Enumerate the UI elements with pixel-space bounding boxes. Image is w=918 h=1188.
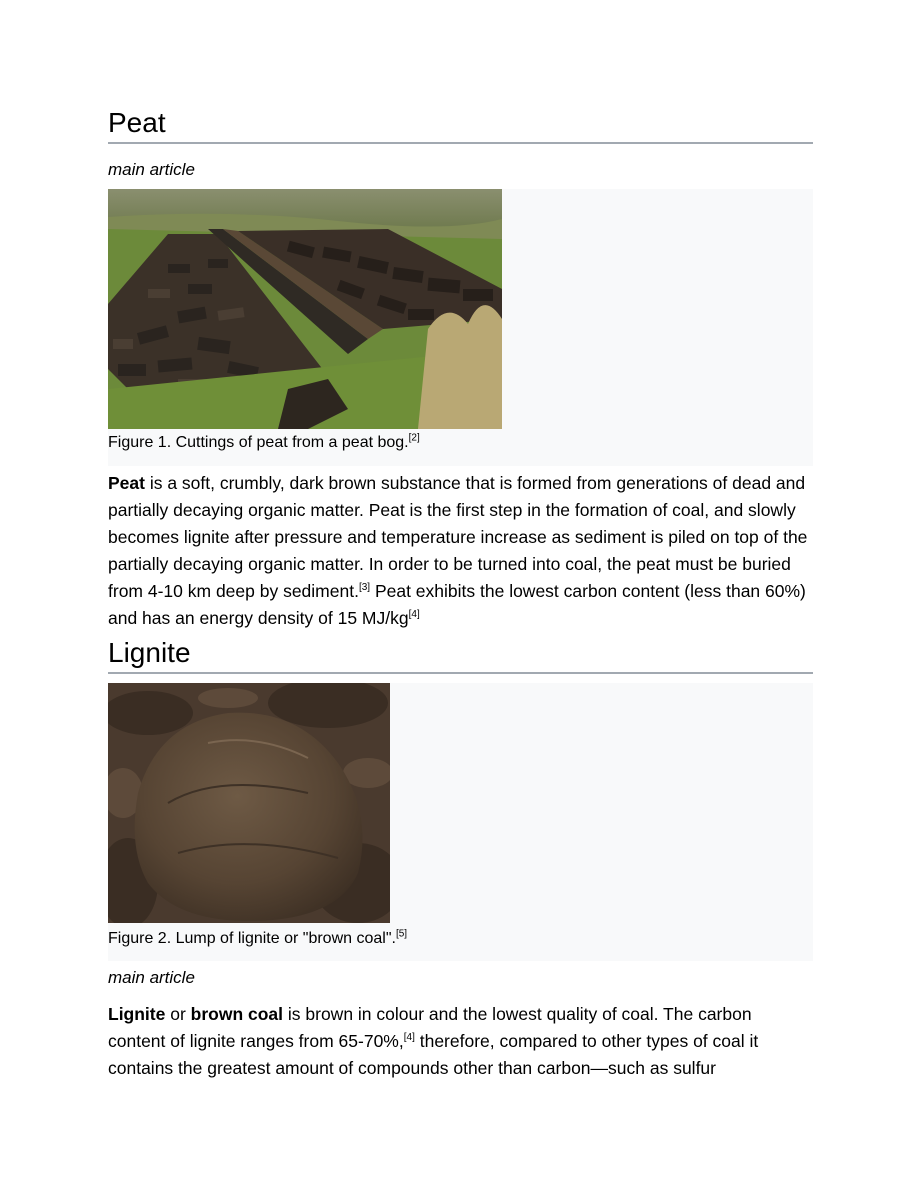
reference-link[interactable]: [5] xyxy=(395,928,408,940)
bold-term: Peat xyxy=(108,473,145,493)
figure-caption xyxy=(108,433,420,453)
reference-link[interactable]: [3] xyxy=(358,582,371,594)
reference-link[interactable]: [2] xyxy=(408,432,420,444)
main-article-link[interactable]: main article xyxy=(108,968,195,987)
main-article-link[interactable]: main article xyxy=(108,160,195,179)
paragraph-text: or xyxy=(165,1004,191,1024)
lignite-image xyxy=(108,683,390,923)
figure-caption xyxy=(108,929,407,949)
paragraph-text: is a soft, crumbly, dark brown substance that is formed from generations of dead and partially decaying organic matter. Peat is the first step in the formation of coal, and slowly becomes lignite after pressure and temperature increase as sediment is piled on top of the partially decaying organic matter. In order to be turned into coal, the peat must be buried from 4-10 km deep by sediment. xyxy=(108,473,808,601)
section-heading-peat: Peat xyxy=(108,107,813,144)
lignite-paragraph xyxy=(108,1001,813,1082)
reference-link[interactable]: [4] xyxy=(403,1032,415,1044)
peat-paragraph xyxy=(108,470,813,632)
bold-term: brown coal xyxy=(190,1004,284,1024)
paragraph-text: is brown in colour and the lowest quality of coal. The carbon content of lignite ranges from 65-70%, xyxy=(108,1004,752,1051)
bold-term: Lignite xyxy=(108,1004,166,1024)
caption-text: Figure 1. Cuttings of peat from a peat bog. xyxy=(108,434,409,451)
caption-text: Figure 2. Lump of lignite or "brown coal". xyxy=(108,930,396,947)
paragraph-text: Peat exhibits the lowest carbon content (less than 60%) and has an energy density of 15 MJ/kg xyxy=(108,581,806,628)
section-heading-lignite: Lignite xyxy=(108,637,813,674)
peat-bog-image xyxy=(108,189,502,429)
figure-peat xyxy=(108,189,813,466)
figure-lignite xyxy=(108,683,813,961)
paragraph-text: therefore, compared to other types of coal it contains the greatest amount of compounds other than carbon—such as sulfur xyxy=(108,1031,759,1078)
reference-link[interactable]: [4] xyxy=(408,609,420,621)
